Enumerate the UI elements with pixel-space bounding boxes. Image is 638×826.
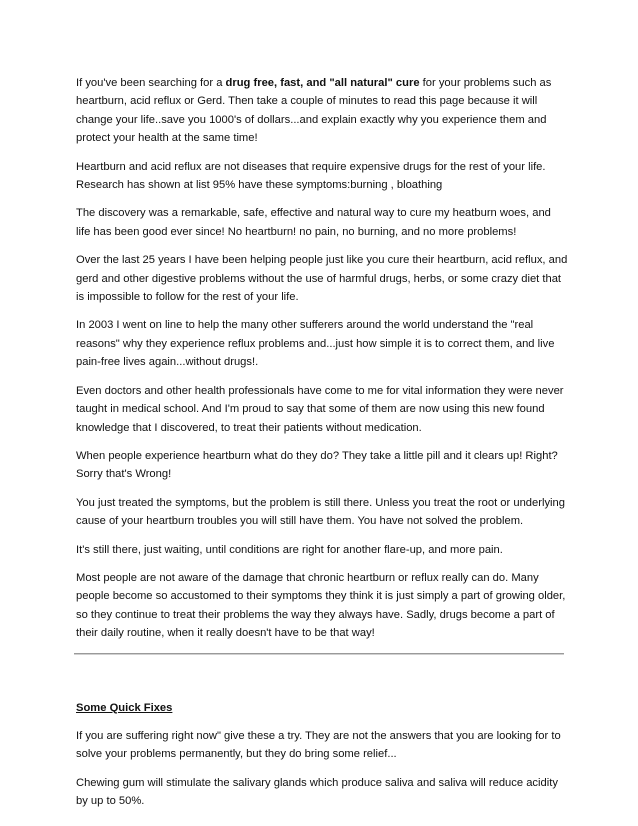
body-paragraph: When people experience heartburn what do they do? They take a little pill and it clears up! Right? Sorry that's Wrong! (76, 449, 558, 481)
body-paragraph: It's still there, just waiting, until conditions are right for another flare-up, and more pain. (76, 543, 503, 556)
body-paragraph: Over the last 25 years I have been helping people just like you cure their heartburn, acid reflux, and gerd and other digestive problems without the use of harmful drugs, herbs, or some crazy diet that is impossible to follow for the rest of your life. (76, 254, 568, 304)
body-paragraph: Even doctors and other health professionals have come to me for vital information they were never taught in medical school. And I'm proud to say that some of them are now using this new found knowledge that I discovered, to treat their patients without medication. (76, 384, 564, 434)
section-heading: Some Quick Fixes (76, 701, 173, 714)
section-paragraph: If you are suffering right now" give these a try. They are not the answers that you are looking for to solve your problems permanently, but they do bring some relief... (76, 729, 561, 761)
intro-paragraph (76, 74, 568, 148)
intro-text-end: for your problems such as heartburn, acid reflux or Gerd. Then take a couple of minutes to read this page because it will change your life..save you 1000's of dollars...and explain exactly why you experience them and protect your health at the same time! (76, 77, 552, 145)
body-paragraph: You just treated the symptoms, but the problem is still there. Unless you treat the root or underlying cause of your heartburn troubles you will still have them. You have not solved the problem. (76, 496, 565, 528)
body-paragraph: Heartburn and acid reflux are not diseases that require expensive drugs for the rest of your life. Research has shown at list 95% have these symptoms:burning , bloathing (76, 160, 546, 192)
intro-text-start: If you've been searching for a (76, 77, 226, 89)
body-paragraph: The discovery was a remarkable, safe, effective and natural way to cure my heatburn woes, and life has been good ever since! No heartburn! no pain, no burning, and no more problems! (76, 207, 551, 238)
intro-bold-phrase: drug free, fast, and "all natural" cure (225, 77, 420, 89)
body-paragraph: Most people are not aware of the damage that chronic heartburn or reflux really can do. Many people become so accustomed to their symptoms they think it is just simply a part of growing older, so they continue to treat their problems the way they always have. Sadly, drugs become a part of their daily routine, when it really doesn't have to be that way! (76, 571, 566, 640)
section-paragraph: Chewing gum will stimulate the salivary glands which produce saliva and saliva will reduce acidity by up to 50%. (76, 776, 558, 808)
section-spacer (76, 655, 568, 699)
body-paragraph: In 2003 I went on line to help the many other sufferers around the world understand the "real reasons" why they experience reflux problems and...just how simple it is to correct them, and live pain-free lives again...without drugs!. (76, 319, 555, 369)
page-content (76, 74, 568, 821)
